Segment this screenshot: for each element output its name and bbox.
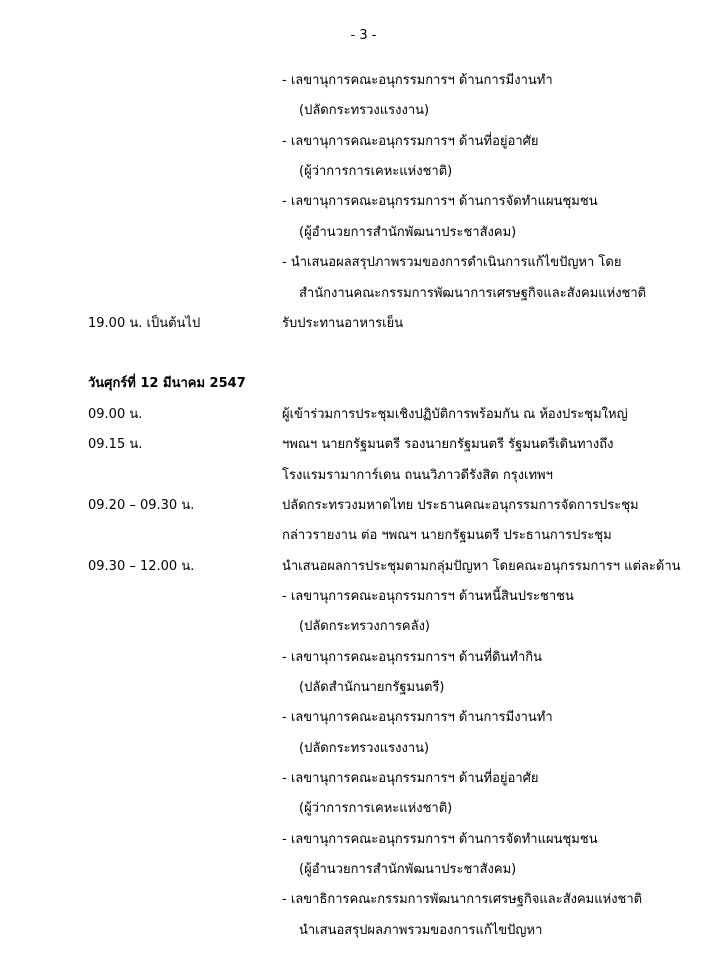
schedule-text: ผู้เข้าร่วมการประชุมเชิงปฏิบัติการพร้อมกัน ณ ห้องประชุมใหญ่ [282,407,628,422]
agenda-item-detail: (ผู้อำนวยการสำนักพัฒนาประชาสังคม) [299,225,517,240]
schedule-text: ปลัดกระทรวงมหาดไทย ประธานคณะอนุกรรมการจัดการประชุม [282,498,639,513]
agenda-item-detail: (ผู้ว่าการการเคหะแห่งชาติ) [299,164,453,179]
schedule-text: ฯพณฯ นายกรัฐมนตรี รองนายกรัฐมนตรี รัฐมนตรีเดินทางถึง [282,437,614,452]
agenda-item: - นำเสนอผลสรุปภาพรวมของการดำเนินการแก้ไขปัญหา โดย [282,255,622,270]
agenda-item: - เลขาธิการคณะกรรมการพัฒนาการเศรษฐกิจและสังคมแห่งชาติ [282,892,643,907]
schedule-text: รับประทานอาหารเย็น [282,316,404,331]
agenda-item: - เลขานุการคณะอนุกรรมการฯ ด้านที่อยู่อาศัย [282,134,539,149]
schedule-text: กล่าวรายงาน ต่อ ฯพณฯ นายกรัฐมนตรี ประธานการประชุม [282,528,612,543]
schedule-time: 09.30 – 12.00 น. [88,559,195,574]
schedule-text: โรงแรมรามาการ์เดน ถนนวิภาวดีรังสิต กรุงเทพฯ [282,468,553,483]
agenda-item-detail: (ปลัดกระทรวงแรงงาน) [299,103,430,118]
agenda-item-detail: นำเสนอสรุปผลภาพรวมของการแก้ไขปัญหา [299,923,543,938]
agenda-item: - เลขานุการคณะอนุกรรมการฯ ด้านการมีงานทำ [282,710,553,725]
schedule-time: 19.00 น. เป็นต้นไป [88,316,201,331]
agenda-item-detail: (ปลัดกระทรวงแรงงาน) [299,741,430,756]
schedule-time: 09.15 น. [88,437,143,452]
agenda-item-detail: สำนักงานคณะกรรมการพัฒนาการเศรษฐกิจและสังคมแห่งชาติ [299,286,647,301]
day-heading: วันศุกร์ที่ 12 มีนาคม 2547 [88,376,246,391]
schedule-text: นำเสนอผลการประชุมตามกลุ่มปัญหา โดยคณะอนุกรรมการฯ แต่ละด้าน [282,559,681,574]
agenda-item: - เลขานุการคณะอนุกรรมการฯ ด้านที่อยู่อาศัย [282,771,539,786]
agenda-item: - เลขานุการคณะอนุกรรมการฯ ด้านที่ดินทำกิน [282,650,543,665]
agenda-item-detail: (ปลัดกระทรวงการคลัง) [299,619,431,634]
agenda-item: - เลขานุการคณะอนุกรรมการฯ ด้านหนี้สินประชาชน [282,589,574,604]
page-number: - 3 - [350,28,377,43]
agenda-item-detail: (ผู้ว่าการการเคหะแห่งชาติ) [299,801,453,816]
agenda-item: - เลขานุการคณะอนุกรรมการฯ ด้านการจัดทำแผนชุมชน [282,832,598,847]
agenda-item-detail: (ปลัดสำนักนายกรัฐมนตรี) [299,680,445,695]
agenda-item: - เลขานุการคณะอนุกรรมการฯ ด้านการมีงานทำ [282,73,553,88]
schedule-time: 09.00 น. [88,407,143,422]
agenda-item: - เลขานุการคณะอนุกรรมการฯ ด้านการจัดทำแผนชุมชน [282,194,598,209]
schedule-time: 09.20 – 09.30 น. [88,498,195,513]
agenda-item-detail: (ผู้อำนวยการสำนักพัฒนาประชาสังคม) [299,862,517,877]
